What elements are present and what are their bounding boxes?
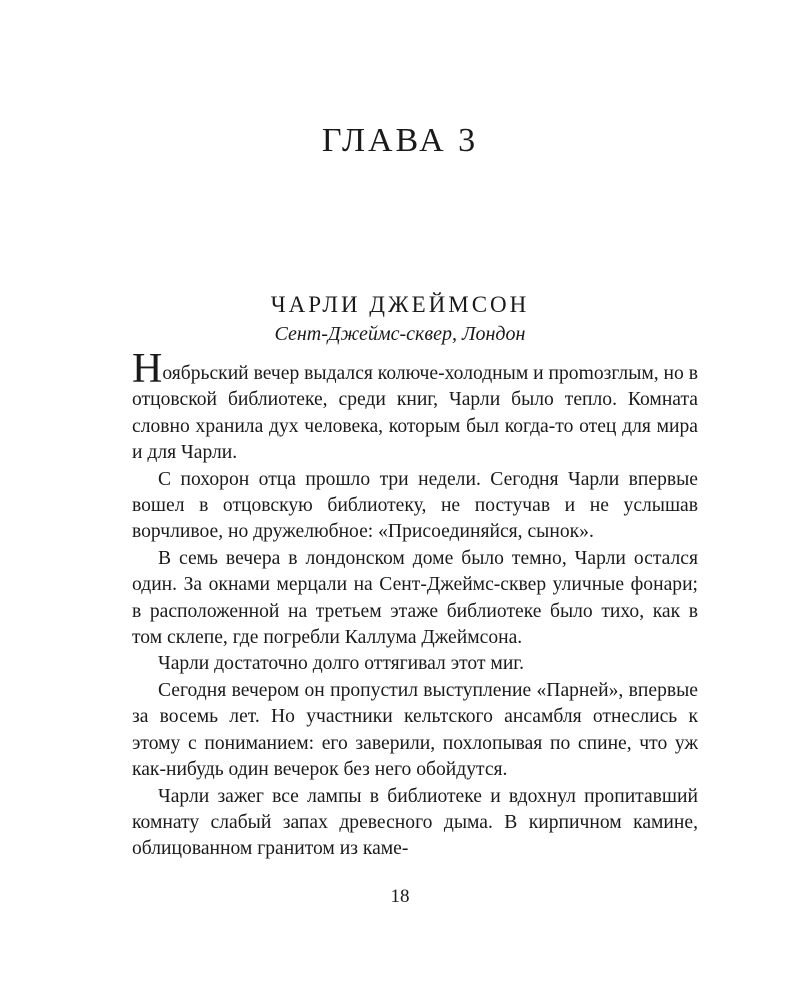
section-character-name: ЧАРЛИ ДЖЕЙМСОН <box>270 292 530 317</box>
chapter-title: ГЛАВА 3 <box>321 122 479 159</box>
drop-cap: Н <box>132 346 163 392</box>
section-heading <box>0 290 800 348</box>
paragraph-5: Сегодня вечером он пропустил выступление «Парней», впервые за восемь лет. Но участники кельтского ансамбля отнеслись к этому с пониманием: его заверили, похлопывая по спине, что уж как-нибудь один вечерок без него обойдутся. <box>132 679 698 781</box>
paragraph-1-text: оябрьский вечер выдался колюче-холодным и проmозглым, но в отцовской библиотеке, среди книг, Чарли было тепло. Комната словно хранила дух человека, которым был когда-то отец для мира и для Чарли. <box>132 363 698 464</box>
paragraph-4: Чарли достаточно долго оттягивал этот миг. <box>158 653 525 675</box>
paragraph-3: В семь вечера в лондонском доме было темно, Чарли остался один. За окнами мерцали на Сент-Джеймс-сквер уличные фонари; в расположенной на третьем этаже библиотеке было тихо, как в том склепе, где погребли Каллума Джеймсона. <box>132 547 698 649</box>
section-location: Сент-Джеймс-сквер, Лондон <box>274 323 526 345</box>
paragraph-1 <box>132 346 698 467</box>
paragraph-2: С похорон отца прошло три недели. Сегодня Чарли впервые вошел в отцовскую библиотеку, не постучав и не услышав ворчливое, но дружелюбное: «Присоединяйся, сынок». <box>132 468 698 543</box>
body-text <box>132 346 698 863</box>
page-number: 18 <box>390 886 410 907</box>
paragraph-6: Чарли зажег все лампы в библиотеке и вдохнул пропитавший комнату слабый запах древесного дыма. В кирпичном камине, облицованном гранитом из каме- <box>132 785 698 860</box>
